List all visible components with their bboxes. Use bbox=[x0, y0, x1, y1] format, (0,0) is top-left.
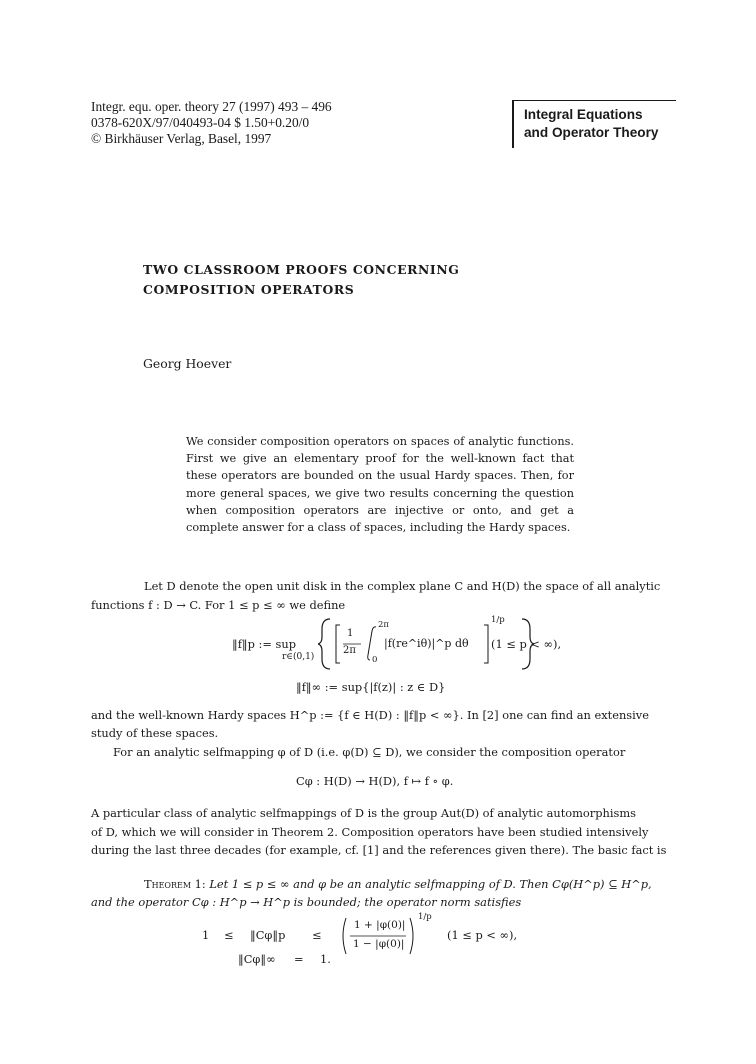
paragraph-4-line-3: during the last three decades (for example, cf. [1] and the references given there). The basic fact is bbox=[91, 843, 667, 857]
paragraph-1-line-2: functions f : D → C. For 1 ≤ p ≤ ∞ we define bbox=[91, 598, 346, 612]
paragraph-2-line-2: study of these spaces. bbox=[91, 726, 219, 740]
author-name: Georg Hoever bbox=[143, 356, 232, 371]
eq4-condition: (1 ≤ p < ∞), bbox=[447, 928, 518, 942]
equation-composition-operator: Cφ : H(D) → H(D), f ↦ f ∘ φ. bbox=[296, 774, 454, 788]
paragraph-2-line-1: and the well-known Hardy spaces H^p := {f ∈ H(D) : ‖f‖p < ∞}. In [2] one can find an extensive bbox=[91, 708, 649, 722]
journal-title-line-2: and Operator Theory bbox=[524, 125, 659, 140]
eq1-integral-upper: 2π bbox=[378, 620, 389, 630]
eq4-leq-2: ≤ bbox=[312, 928, 322, 942]
eq4-denominator: 1 − |φ(0)| bbox=[353, 938, 405, 950]
eq4-one: 1 bbox=[202, 928, 210, 942]
eq4-exponent: 1/p bbox=[418, 912, 432, 922]
equation-norm-bound bbox=[202, 912, 522, 956]
theorem-1-line-1 bbox=[144, 876, 652, 893]
theorem-1-statement-line-1: Let 1 ≤ p ≤ ∞ and φ be an analytic selfmapping of D. Then Cφ(H^p) ⊆ H^p, bbox=[209, 877, 652, 891]
equation-sup-norm: ‖f‖∞ := sup{|f(z)| : z ∈ D} bbox=[296, 680, 446, 694]
theorem-1-line-2: and the operator Cφ : H^p → H^p is bounded; the operator norm satisfies bbox=[91, 895, 522, 909]
eq1-integrand: |f(re^iθ)|^p dθ bbox=[384, 637, 469, 650]
paper-title-line-2: COMPOSITION OPERATORS bbox=[143, 282, 355, 297]
eq4-leq-1: ≤ bbox=[224, 928, 234, 942]
paragraph-1-line-1: Let D denote the open unit disk in the complex plane C and H(D) the space of all analytic bbox=[144, 579, 661, 593]
paragraph-4-line-1: A particular class of analytic selfmappings of D is the group Aut(D) of analytic automorphisms bbox=[91, 806, 636, 820]
eq1-sup-subscript: r∈(0,1) bbox=[282, 652, 315, 662]
eq1-lhs: ‖f‖p := sup bbox=[232, 637, 296, 651]
citation-line-2: 0378-620X/97/040493-04 $ 1.50+0.20/0 bbox=[91, 115, 310, 130]
paragraph-4-line-2: of D, which we will consider in Theorem 2. Composition operators have been studied intensively bbox=[91, 825, 649, 839]
eq1-fraction-denominator: 2π bbox=[343, 645, 356, 656]
citation-line-3: © Birkhäuser Verlag, Basel, 1997 bbox=[91, 131, 272, 146]
citation-line-1: Integr. equ. oper. theory 27 (1997) 493 – 496 bbox=[91, 99, 332, 114]
paragraph-3-line-1: For an analytic selfmapping φ of D (i.e. φ(D) ⊆ D), we consider the composition operator bbox=[113, 745, 626, 759]
journal-title-box bbox=[512, 100, 676, 148]
eq4-numerator: 1 + |φ(0)| bbox=[354, 919, 406, 931]
eq1-integral-lower: 0 bbox=[372, 655, 378, 665]
eq5-equals: = bbox=[294, 952, 304, 966]
abstract: We consider composition operators on spaces of analytic functions. First we give an elementary proof for the well-known fact that these operators are bounded on the usual Hardy spaces. Then, for more general spaces, we give two results concerning the question when composition operators are injective or onto, and get a complete answer for a class of spaces, including the Hardy spaces. bbox=[186, 435, 574, 535]
journal-title-line-1: Integral Equations bbox=[524, 107, 643, 122]
paper-title-line-1: TWO CLASSROOM PROOFS CONCERNING bbox=[143, 262, 460, 277]
eq5-lhs: ‖Cφ‖∞ bbox=[238, 952, 276, 966]
eq1-exponent: 1/p bbox=[491, 615, 505, 625]
eq1-fraction-numerator: 1 bbox=[347, 628, 354, 639]
eq5-rhs: 1. bbox=[320, 952, 331, 966]
theorem-1-label: Theorem 1: bbox=[144, 877, 206, 891]
eq1-condition: (1 ≤ p < ∞), bbox=[491, 637, 562, 651]
eq4-operator-norm: ‖Cφ‖p bbox=[250, 928, 286, 942]
equation-sup-operator-norm bbox=[238, 952, 358, 970]
